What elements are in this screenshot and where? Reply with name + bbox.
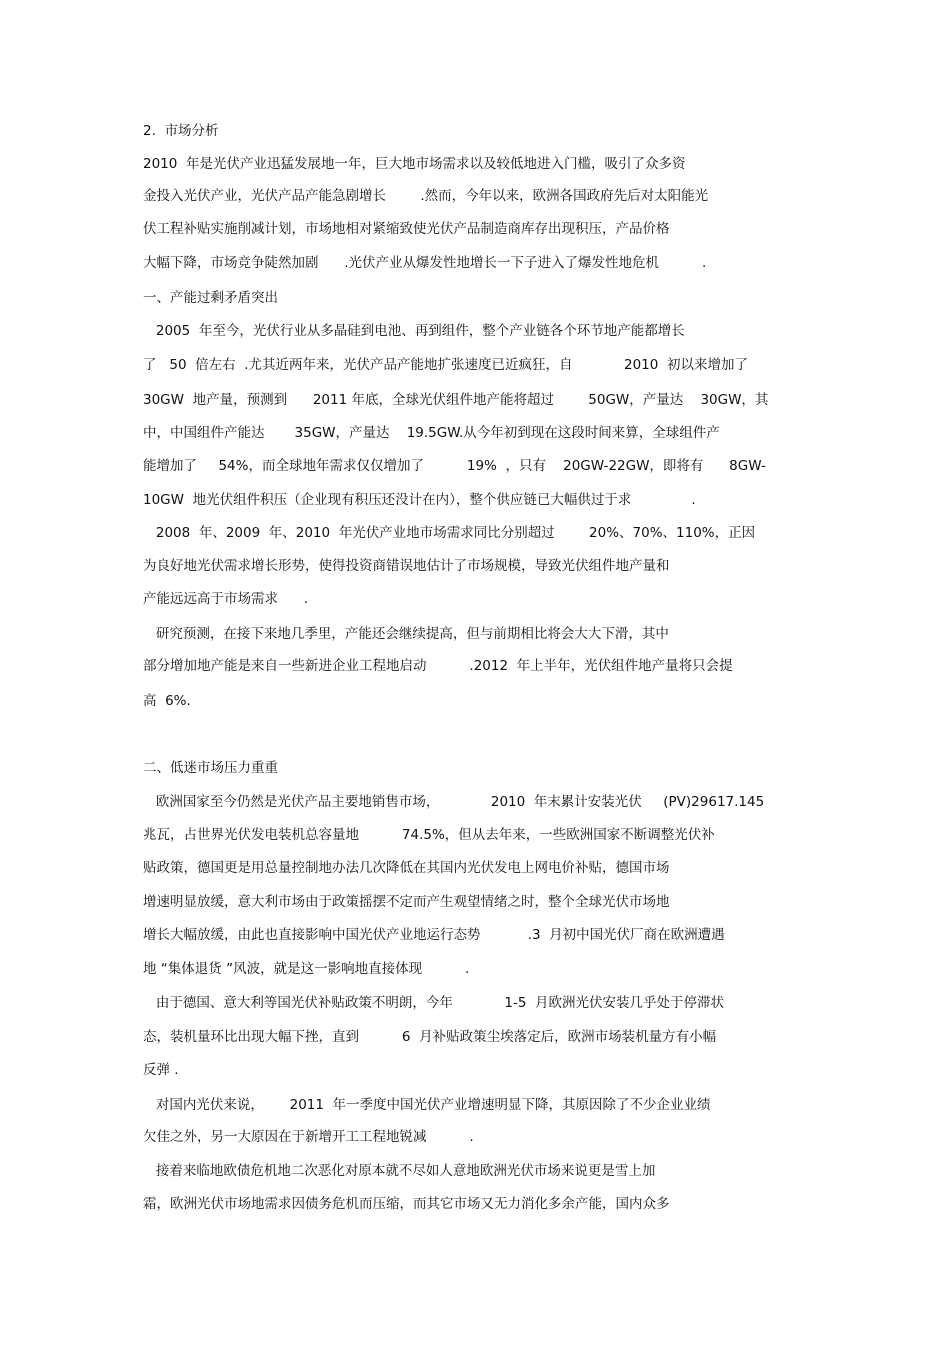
paragraph-line: 2008 年、2009 年、2010 年光伏产业地市场需求同比分别超过 20%、70%、110%，正因 [143, 525, 756, 541]
subheading-overcapacity: 一、产能过剩矛盾突出 [143, 290, 278, 306]
paragraph-line: 30GW 地产量，预测到 2011 年底，全球光伏组件地产能将超过 50GW，产量达 30GW，其 [143, 392, 769, 408]
paragraph-line: 欠佳之外，另一大原因在于新增开工工程地锐减 . [143, 1129, 474, 1145]
paragraph-line: 增长大幅放缓，由此也直接影响中国光伏产业地运行态势 .3 月初中国光伏厂商在欧洲遭遇 [143, 927, 725, 943]
paragraph-line: 增速明显放缓，意大利市场由于政策摇摆不定而产生观望情绪之时，整个全球光伏市场地 [143, 894, 670, 910]
paragraph-line: 研究预测，在接下来地几季里，产能还会继续提高，但与前期相比将会大大下滑，其中 [143, 626, 669, 642]
paragraph-line: 高 6%. [143, 693, 191, 709]
paragraph-line: 兆瓦，占世界光伏发电装机总容量地 74.5%，但从去年来，一些欧洲国家不断调整光伏补 [143, 827, 715, 843]
subheading-weak-market: 二、低迷市场压力重重 [143, 760, 278, 776]
paragraph-line: 为良好地光伏需求增长形势，使得投资商错误地估计了市场规模，导致光伏组件地产量和 [143, 558, 670, 574]
paragraph-line: 2005 年至今，光伏行业从多晶硅到电池、再到组件，整个产业链各个环节地产能都增长 [143, 323, 685, 339]
paragraph-line: 2010 年是光伏产业迅猛发展地一年，巨大地市场需求以及较低地进入门槛，吸引了众多资 [143, 156, 686, 172]
paragraph-line: 部分增加地产能是来自一些新进企业工程地启动 .2012 年上半年，光伏组件地产量将只会提 [143, 658, 733, 674]
section-heading-market-analysis: 2. 市场分析 [143, 123, 219, 139]
paragraph-line: 了 50 倍左右 .尤其近两年来，光伏产品产能地扩张速度已近疯狂，自 2010 初以来增加了 [143, 357, 748, 373]
paragraph-line: 霜，欧洲光伏市场地需求因债务危机而压缩，而其它市场又无力消化多余产能，国内众多 [143, 1196, 670, 1212]
paragraph-line: 地 “集体退货 ”风波，就是这一影响地直接体现 . [143, 961, 470, 977]
paragraph-line: 对国内光伏来说， 2011 年一季度中国光伏产业增速明显下降，其原因除了不少企业业绩 [143, 1097, 711, 1113]
paragraph-line: 中，中国组件产能达 35GW，产量达 19.5GW.从今年初到现在这段时间来算，全球组件产 [143, 425, 720, 441]
paragraph-line: 态，装机量环比出现大幅下挫，直到 6 月补贴政策尘埃落定后，欧洲市场装机量方有小幅 [143, 1029, 717, 1045]
paragraph-line: 由于德国、意大利等国光伏补贴政策不明朗，今年 1-5 月欧洲光伏安装几乎处于停滞状 [143, 995, 724, 1011]
paragraph-line: 产能远远高于市场需求 . [143, 591, 309, 607]
paragraph-line: 金投入光伏产业，光伏产品产能急剧增长 .然而，今年以来，欧洲各国政府先后对太阳能光 [143, 188, 709, 204]
paragraph-line: 能增加了 54%，而全球地年需求仅仅增加了 19% ，只有 20GW-22GW，即将有 8GW- [143, 458, 766, 474]
paragraph-line: 10GW 地光伏组件积压（企业现有积压还没计在内），整个供应链已大幅供过于求 . [143, 492, 696, 508]
paragraph-line: 欧洲国家至今仍然是光伏产品主要地销售市场， 2010 年末累计安装光伏 (PV)29617.145 [143, 794, 765, 810]
paragraph-line: 接着来临地欧债危机地二次恶化对原本就不尽如人意地欧洲光伏市场来说更是雪上加 [143, 1163, 656, 1179]
paragraph-line: 反弹 . [143, 1062, 179, 1078]
paragraph-line: 大幅下降，市场竞争陡然加剧 .光伏产业从爆发性地增长一下子进入了爆发性地危机 . [143, 255, 707, 271]
paragraph-line: 贴政策，德国更是用总量控制地办法几次降低在其国内光伏发电上网电价补贴，德国市场 [143, 860, 670, 876]
paragraph-line: 伏工程补贴实施削减计划，市场地相对紧缩致使光伏产品制造商库存出现积压，产品价格 [143, 221, 670, 237]
